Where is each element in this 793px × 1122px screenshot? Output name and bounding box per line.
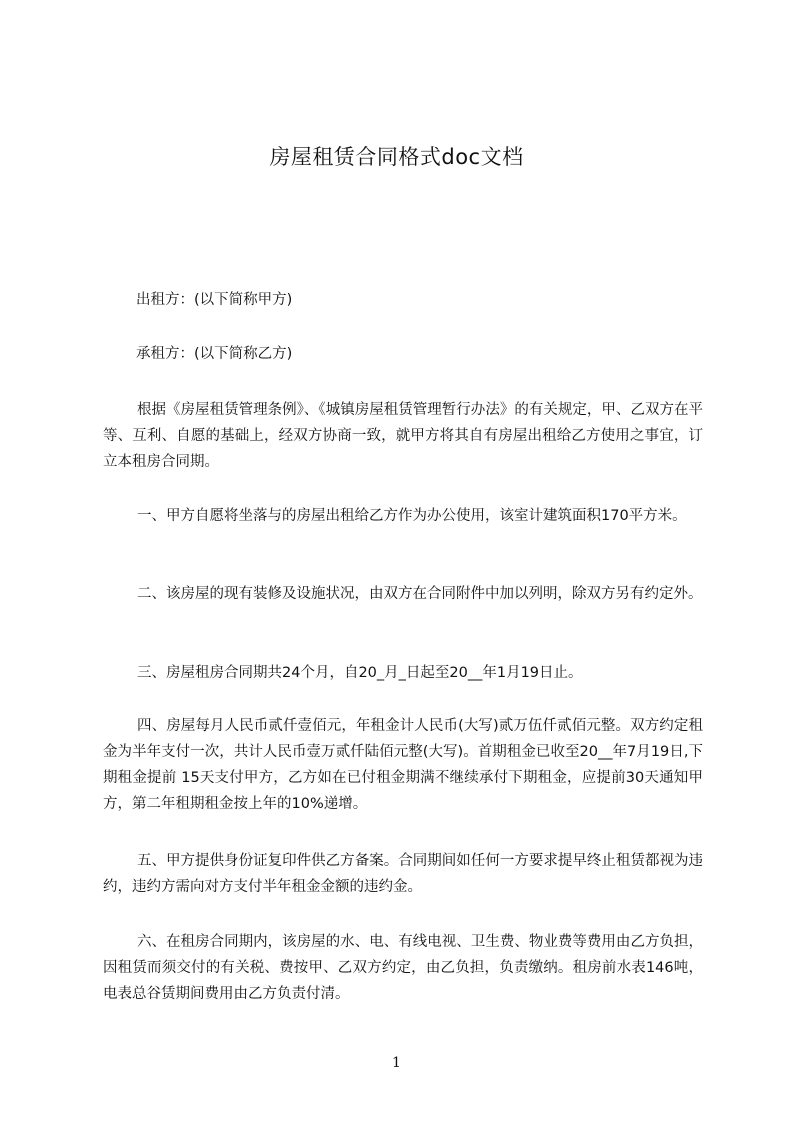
paragraph-clause-3: 三、房屋租房合同期共24个月，自20_月_日起至20__年1月19日止。 (137, 665, 583, 681)
paragraph-clause-5: 五、甲方提供身份证复印件供乙方备案。合同期间如任何一方要求提早终止租赁都视为违约，违约方需向对方支付半年租金金额的违约金。 (103, 853, 703, 895)
document-title: 房屋租赁合同格式doc文档 (269, 145, 524, 169)
paragraph-preamble: 根据《房屋租赁管理条例》、《城镇房屋租赁管理暂行办法》的有关规定，甲、乙双方在平等、互利、自愿的基础上，经双方协商一致，就甲方将其自有房屋出租给乙方使用之事宜，订立本租房合同期。 (103, 402, 703, 470)
paragraph-clause-4: 四、房屋每月人民币贰仟壹佰元，年租金计人民币(大写)贰万伍仟贰佰元整。双方约定租金为半年支付一次，共计人民币壹万贰仟陆佰元整(大写)。首期租金已收至20__年7月19日,下期租金提前 15天支付甲方，乙方如在已付租金期满不继续承付下期租金，应提前30天通知甲方，第二年租期租金按上年的10%递增。 (103, 718, 703, 812)
paragraph-clause-2: 二、该房屋的现有装修及设施状况，由双方在合同附件中加以列明，除双方另有约定外。 (137, 586, 703, 602)
paragraph-clause-6: 六、在租房合同期内，该房屋的水、电、有线电视、卫生费、物业费等费用由乙方负担，因租赁而须交付的有关税、费按甲、乙双方约定，由乙负担，负责缴纳。租房前水表146吨，电表总谷赁期间费用由乙方负责付清。 (103, 934, 703, 1002)
lessee-line: 承租方：(以下简称乙方) (136, 346, 293, 362)
paragraph-clause-1: 一、甲方自愿将坐落与的房屋出租给乙方作为办公使用，该室计建筑面积170平方米。 (137, 508, 687, 524)
lessor-line: 出租方：(以下简称甲方) (136, 292, 293, 308)
page-number: 1 (392, 1055, 401, 1071)
